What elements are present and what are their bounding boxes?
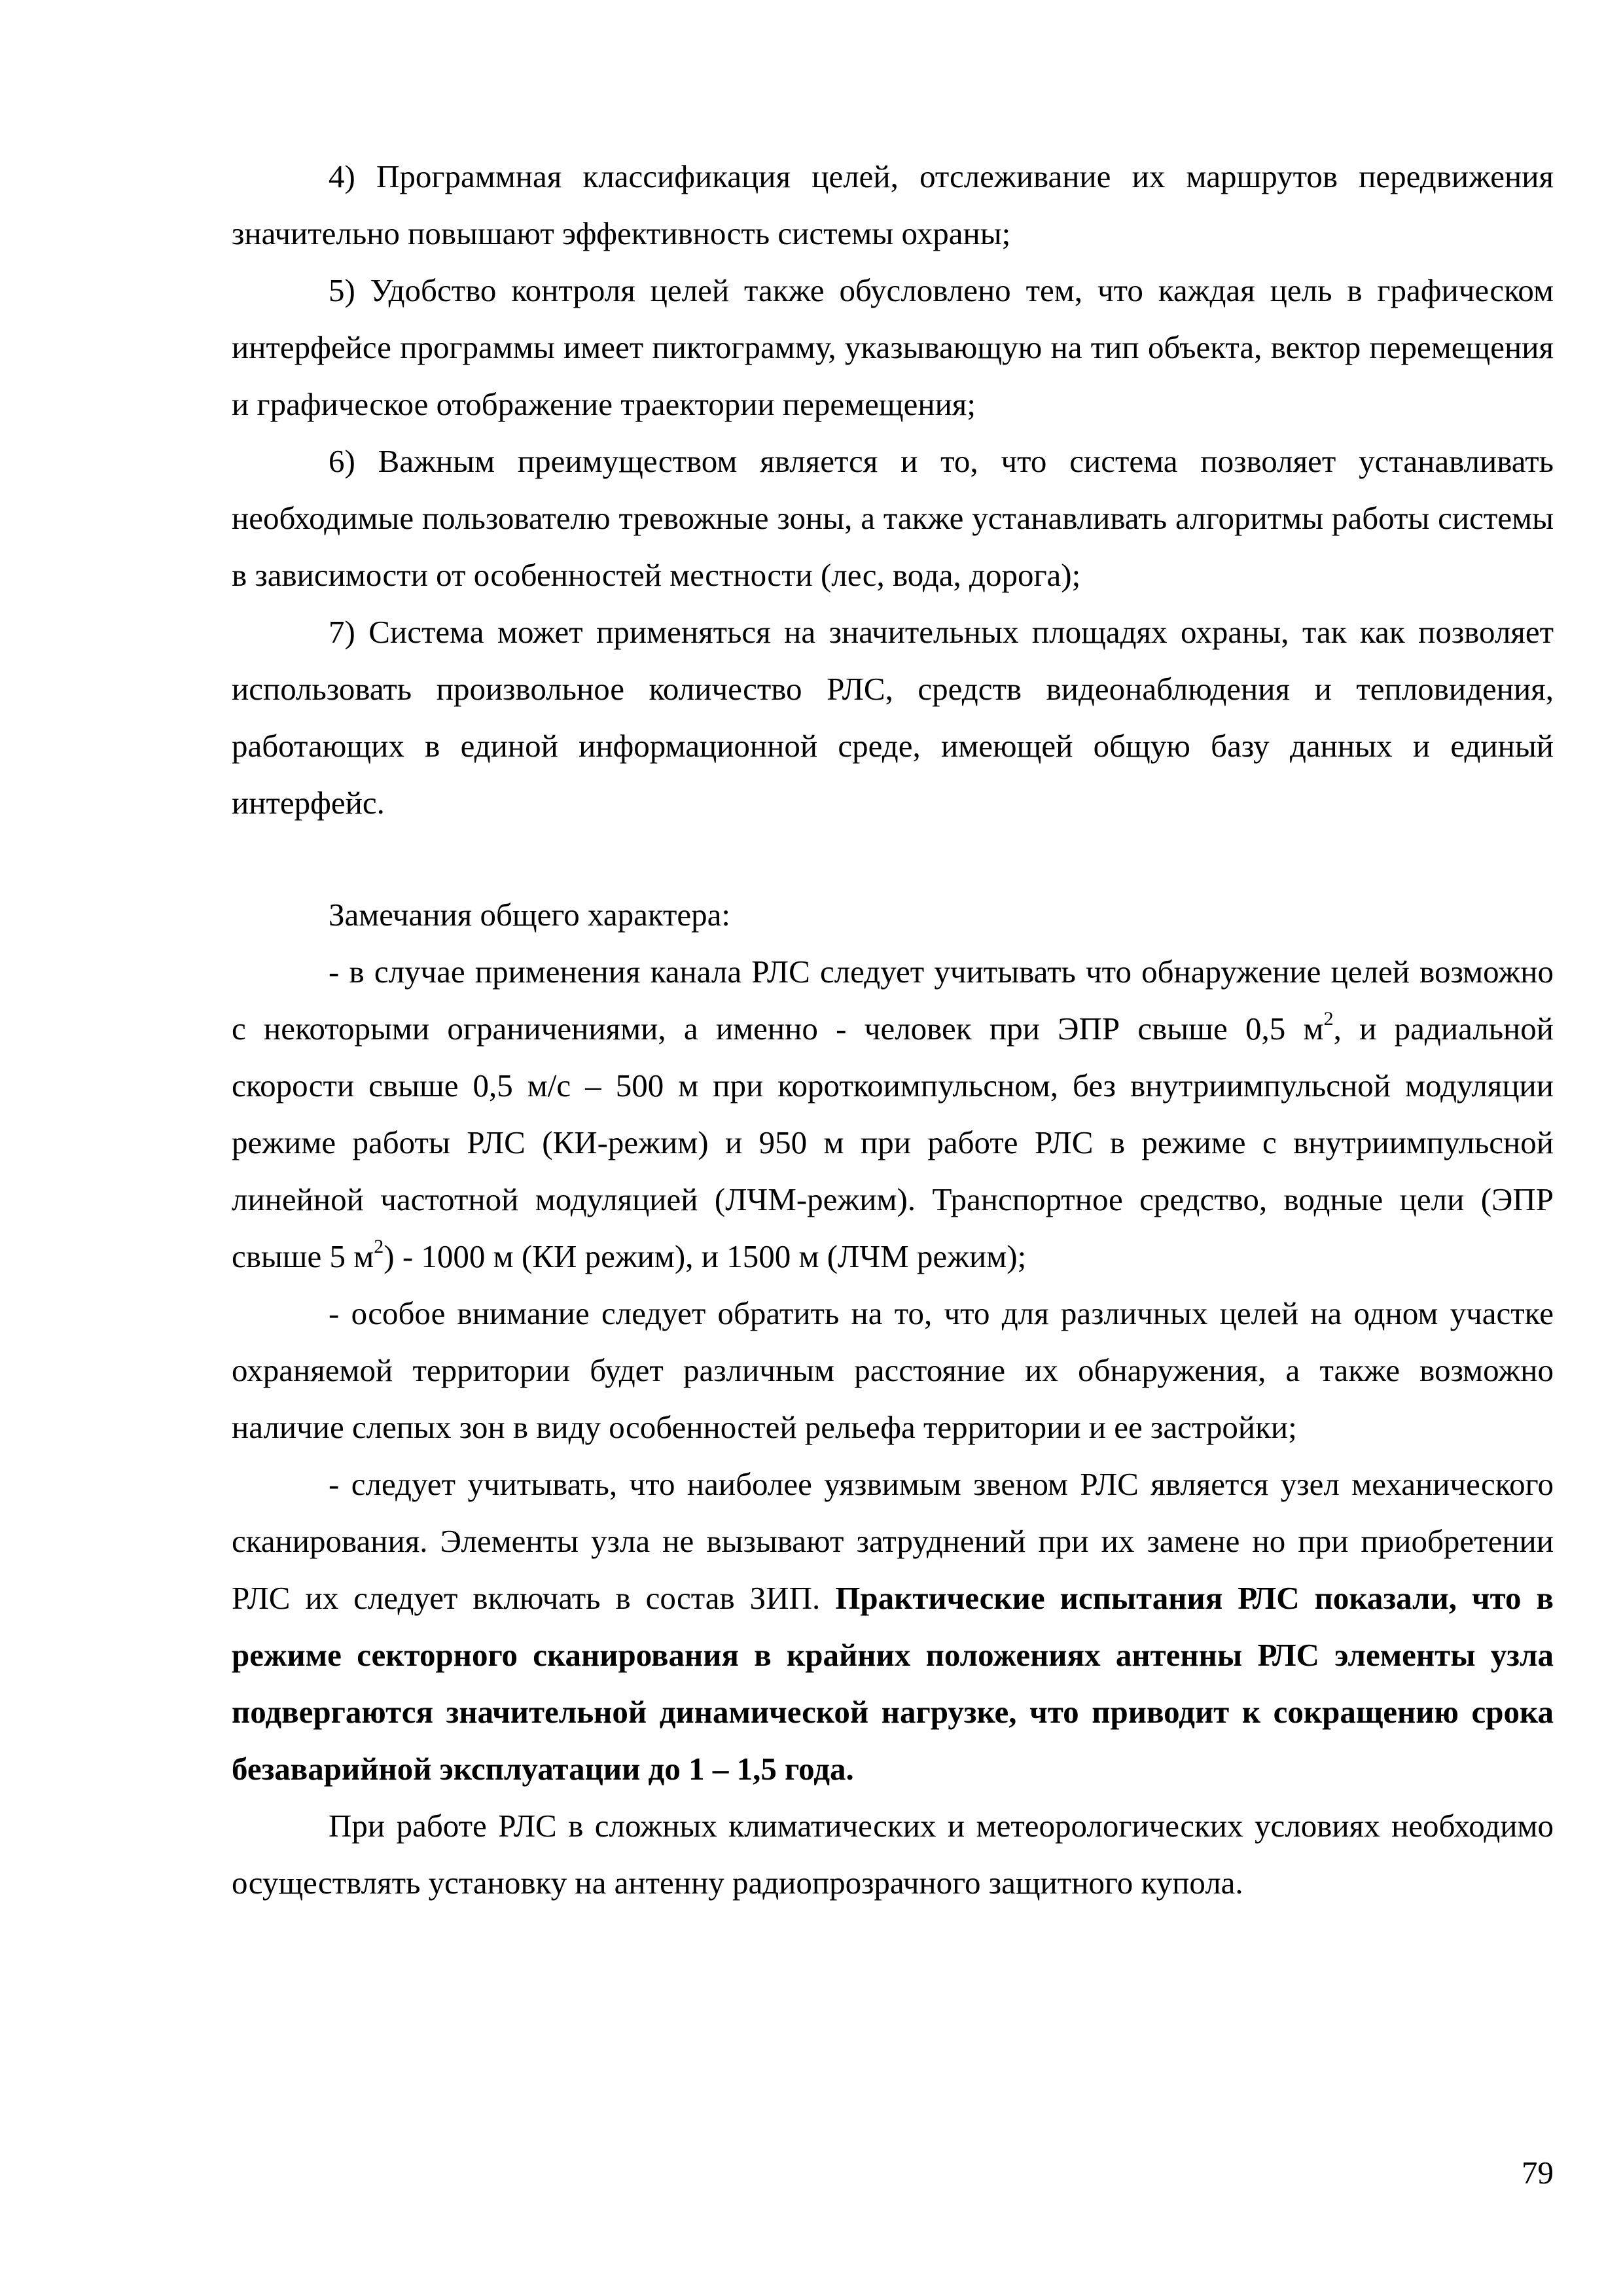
remark-scanning-text: - следует учитывать, что наиболее уязвимым звеном РЛС является узел механического сканирования. Элементы узла не вызывают затруднений при их замене но при приобретении РЛС их следует включать в состав ЗИП. [232, 1466, 1554, 1616]
paragraph-item-4: 4) Программная классификация целей, отслеживание их маршрутов передвижения значительно повышают эффективность системы охраны; [232, 158, 1554, 251]
superscript-square: 2 [1323, 1008, 1334, 1030]
paragraph-item-6: 6) Важным преимуществом является и то, что система позволяет устанавливать необходимые пользователю тревожные зоны, а также устанавливать алгоритмы работы системы в зависимости от особенностей местности (лес, вода, дорога); [232, 443, 1554, 593]
document-page [232, 148, 1554, 1911]
remark-detection-limits [232, 943, 1554, 1285]
remark-detection-text-2: , и радиальной скорости свыше 0,5 м/с – 500 м при короткоимпульсном, без внутриимпульсной модуляции режиме работы РЛС (КИ-режим) и 950 м при работе РЛС в режиме с внутриимпульсной линейной частотной модуляцией (ЛЧМ-режим). Транспортное средство, водные цели (ЭПР свыше 5 м [232, 1011, 1554, 1274]
remark-detection-text-1: - в случае применения канала РЛС следует учитывать что обнаружение целей возможно с некоторыми ограничениями, а именно - человек при ЭПР свыше 0,5 м [232, 954, 1554, 1047]
paragraph-item-5: 5) Удобство контроля целей также обусловлено тем, что каждая цель в графическом интерфейсе программы имеет пиктограмму, указывающую на тип объекта, вектор перемещения и графическое отображение траектории перемещения; [232, 272, 1554, 422]
remark-scanning-bold-text: Практические испытания РЛС показали, что в режиме секторного сканирования в крайних положениях антенны РЛС элементы узла подвергаются значительной динамической нагрузке, что приводит к сокращению срока безаварийной эксплуатации до 1 – 1,5 года. [232, 1580, 1554, 1787]
superscript-square: 2 [374, 1236, 384, 1257]
remark-detection-text-3: ) - 1000 м (КИ режим), и 1500 м (ЛЧМ режим); [383, 1238, 1027, 1274]
remarks-heading: Замечания общего характера: [329, 897, 731, 933]
remark-blind-zones: - особое внимание следует обратить на то, что для различных целей на одном участке охраняемой территории будет различным расстояние их обнаружения, а также возможно наличие слепых зон в виду особенностей рельефа территории и ее застройки; [232, 1295, 1554, 1445]
final-paragraph: При работе РЛС в сложных климатических и метеорологических условиях необходимо осуществлять установку на антенну радиопрозрачного защитного купола. [232, 1808, 1554, 1901]
paragraph-item-7: 7) Система может применяться на значительных площадях охраны, так как позволяет использовать произвольное количество РЛС, средств видеонаблюдения и тепловидения, работающих в единой информационной среде, имеющей общую базу данных и единый интерфейс. [232, 614, 1554, 821]
page-number: 79 [1522, 2155, 1554, 2191]
remark-scanning-unit [232, 1456, 1554, 1797]
